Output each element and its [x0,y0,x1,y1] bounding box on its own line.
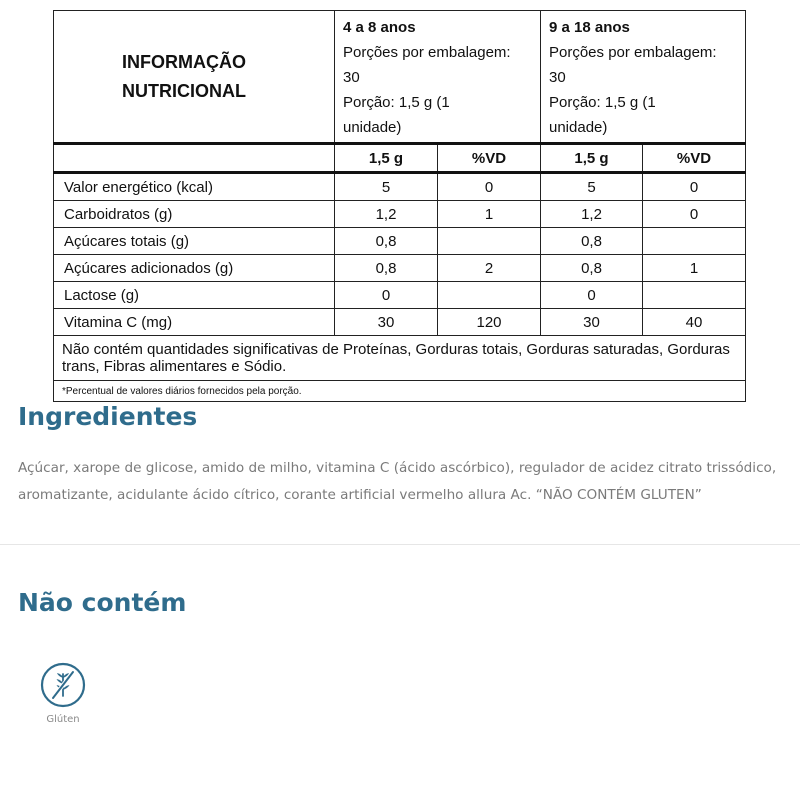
nutrient-name: Valor energético (kcal) [54,173,335,201]
nutrient-value: 1 [438,201,541,228]
subheader-cell: %VD [643,144,746,173]
nutrient-name: Carboidratos (g) [54,201,335,228]
nutrient-value: 0,8 [335,228,438,255]
nutrient-name: Vitamina C (mg) [54,309,335,336]
table-row [54,201,746,228]
ingredients-title: Ingredientes [18,402,198,431]
nutrient-value [643,228,746,255]
nutrient-name: Lactose (g) [54,282,335,309]
subheader-empty [54,144,335,173]
subheader-cell: 1,5 g [541,144,643,173]
allergen-item-gluten [40,662,86,725]
nutrient-name: Açúcares totais (g) [54,228,335,255]
nutrient-name: Açúcares adicionados (g) [54,255,335,282]
table-row [54,309,746,336]
nutrition-note: Não contém quantidades significativas de Proteínas, Gorduras totais, Gorduras saturadas, Gorduras trans, Fibras alimentares e Sódio. [54,336,746,381]
nutrient-value [643,282,746,309]
nutrient-value: 0 [335,282,438,309]
age-group-header: 4 a 8 anos Porções por embalagem: 30 Porção: 1,5 g (1 unidade) [335,11,541,144]
no-gluten-icon [40,662,86,708]
allergen-label: Glúten [46,714,80,725]
nutrient-value: 0,8 [541,255,643,282]
nutrient-value: 1,2 [541,201,643,228]
nutrient-value: 0,8 [335,255,438,282]
nutrient-value: 0 [643,173,746,201]
subheader-cell: %VD [438,144,541,173]
age-group-header: 9 a 18 anos Porções por embalagem: 30 Porção: 1,5 g (1 unidade) [541,11,746,144]
free-from-title: Não contém [18,588,187,617]
nutrient-value: 0 [541,282,643,309]
nutrient-value: 30 [541,309,643,336]
nutrient-value: 5 [335,173,438,201]
table-row [54,228,746,255]
table-row [54,255,746,282]
nutrient-value: 40 [643,309,746,336]
nutrient-value: 0 [438,173,541,201]
nutrient-value: 0 [643,201,746,228]
nutrition-title: INFORMAÇÃO NUTRICIONAL [54,11,335,144]
nutrient-value: 120 [438,309,541,336]
nutrition-table [53,10,746,402]
nutrient-value: 5 [541,173,643,201]
table-row [54,282,746,309]
nutrient-value: 2 [438,255,541,282]
nutrition-footnote: *Percentual de valores diários fornecidos pela porção. [54,381,746,402]
ingredients-text: Açúcar, xarope de glicose, amido de milho, vitamina C (ácido ascórbico), regulador de acidez citrato trissódico, aromatizante, acidulante ácido cítrico, corante artificial vermelho allura Ac. “NÃO CONTÉM GLUTEN” [18,460,777,503]
nutrient-value: 30 [335,309,438,336]
section-divider [0,544,800,545]
nutrient-value: 0,8 [541,228,643,255]
subheader-cell: 1,5 g [335,144,438,173]
nutrient-value [438,282,541,309]
nutrient-value: 1 [643,255,746,282]
nutrient-value [438,228,541,255]
nutrient-value: 1,2 [335,201,438,228]
table-row [54,173,746,201]
